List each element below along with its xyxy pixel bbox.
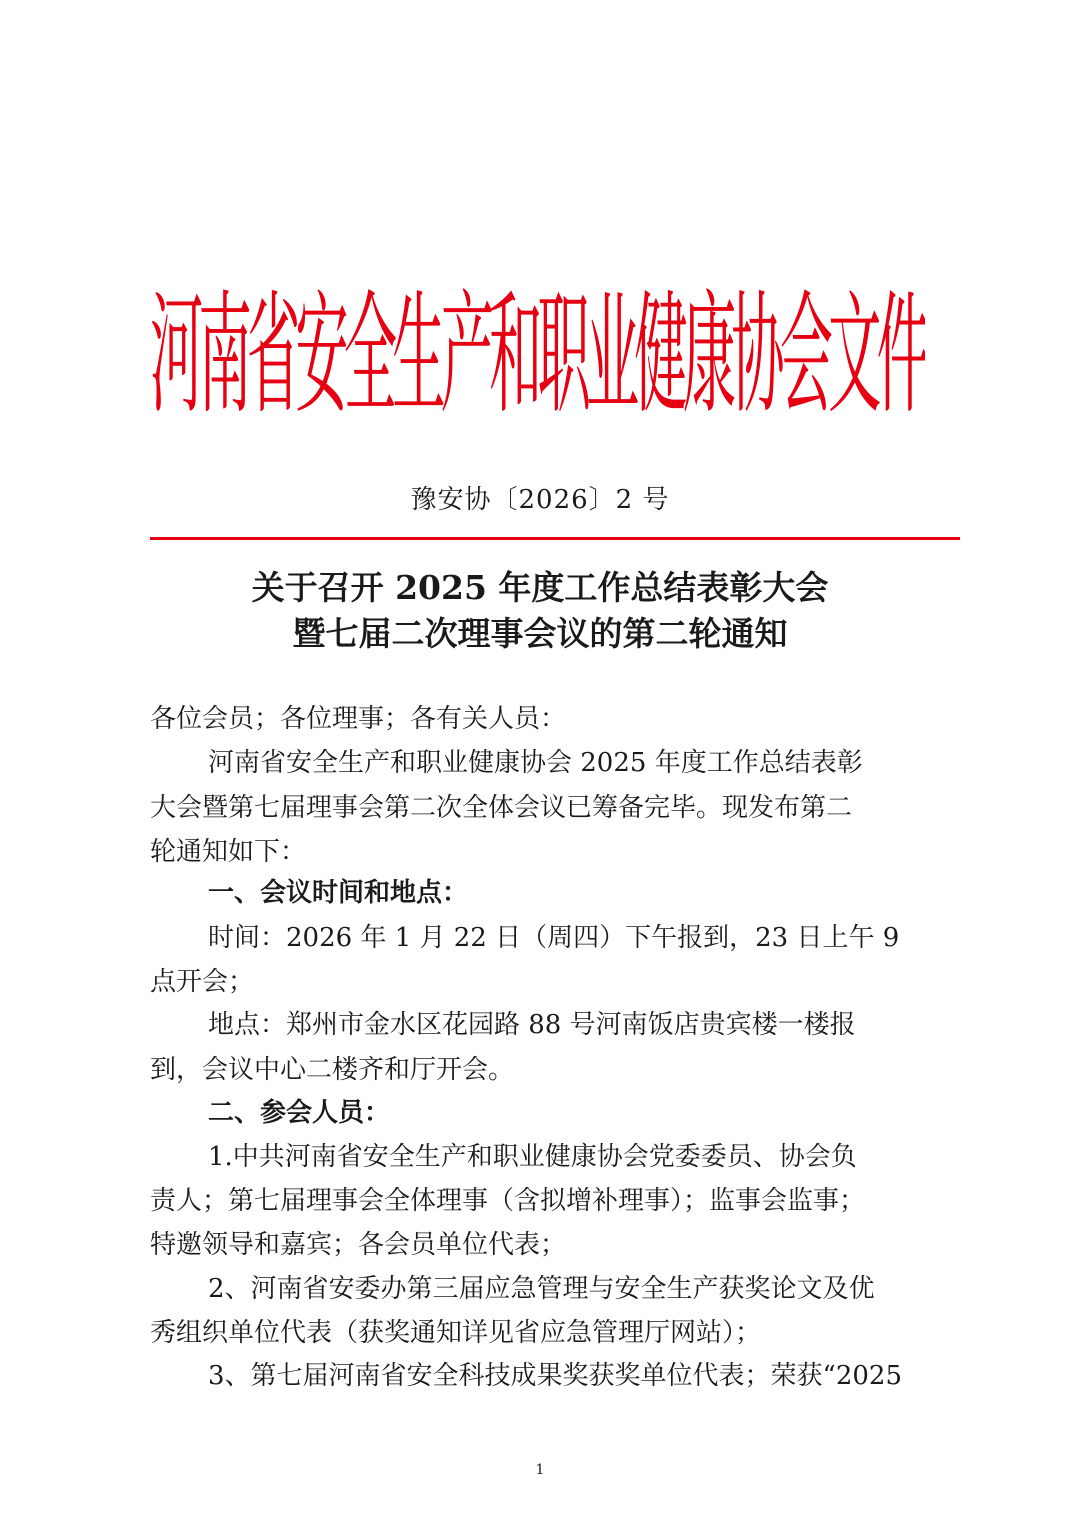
- intro-line: 大会暨第七届理事会第二次全体会议已筹备完毕。现发布第二: [150, 793, 853, 823]
- section-heading-time-place: 一、会议时间和地点：: [208, 878, 469, 908]
- attendee-item-1-line: 1.中共河南省安全生产和职业健康协会党委委员、协会负: [208, 1142, 857, 1172]
- time-line: 时间：2026 年 1 月 22 日（周四）下午报到，23 日上午 9: [208, 923, 900, 953]
- salutation: 各位会员；各位理事；各有关人员：: [150, 704, 567, 734]
- attendee-item-1-line: 特邀领导和嘉宾；各会员单位代表；: [150, 1230, 567, 1260]
- attendee-item-3-line: 3、第七届河南省安全科技成果奖获奖单位代表；荣获“2025: [208, 1361, 903, 1391]
- section-heading-attendees: 二、参会人员：: [208, 1098, 391, 1128]
- attendee-item-1-line: 责人；第七届理事会全体理事（含拟增补理事）；监事会监事；: [150, 1186, 866, 1216]
- place-line: 地点：郑州市金水区花园路 88 号河南饭店贵宾楼一楼报: [208, 1010, 856, 1040]
- intro-line: 河南省安全生产和职业健康协会 2025 年度工作总结表彰: [208, 748, 863, 778]
- notice-title-line-2: 暨七届二次理事会议的第二轮通知: [292, 614, 788, 653]
- attendee-item-2-line: 秀组织单位代表（获奖通知详见省应急管理厅网站）；: [150, 1318, 762, 1348]
- notice-title-line-1: 关于召开 2025 年度工作总结表彰大会: [251, 568, 829, 607]
- place-line: 到，会议中心二楼齐和厅开会。: [150, 1055, 515, 1085]
- masthead-title: 河南省安全生产和职业健康协会文件: [150, 278, 925, 433]
- page-number: 1: [535, 1462, 545, 1478]
- attendee-item-2-line: 2、河南省安委办第三届应急管理与安全生产获奖论文及优: [208, 1274, 875, 1304]
- time-line: 点开会；: [150, 967, 255, 997]
- intro-line: 轮通知如下：: [150, 837, 307, 867]
- red-divider: [150, 537, 960, 540]
- document-number: 豫安协〔2026〕2 号: [410, 485, 670, 515]
